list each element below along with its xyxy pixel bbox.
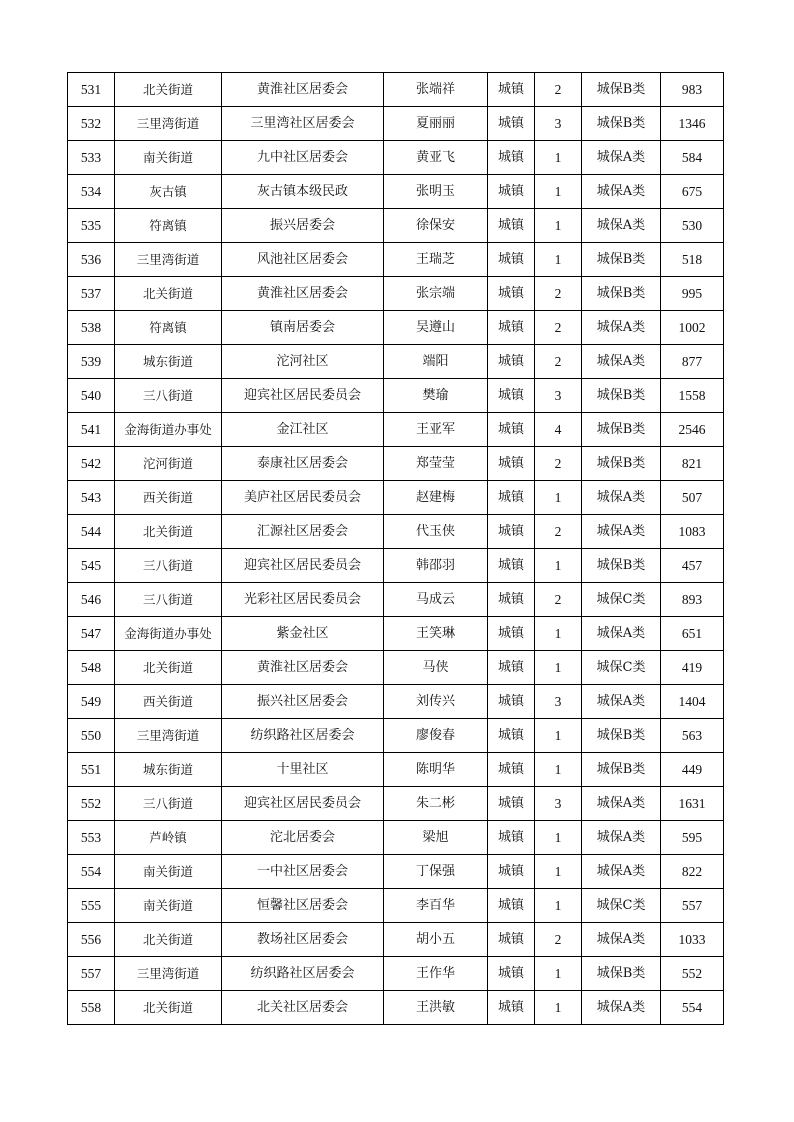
community-cell: 振兴居委会 [222, 209, 384, 243]
amount-cell: 2546 [661, 413, 724, 447]
category-cell: 城保A类 [582, 821, 661, 855]
row-number: 532 [68, 107, 115, 141]
category-cell: 城保A类 [582, 311, 661, 345]
table-row [68, 787, 724, 821]
name-cell: 丁保强 [384, 855, 488, 889]
people-count-cell: 1 [535, 889, 582, 923]
people-count-cell: 1 [535, 549, 582, 583]
table-row [68, 481, 724, 515]
community-cell: 纺织路社区居委会 [222, 719, 384, 753]
name-cell: 韩邵羽 [384, 549, 488, 583]
amount-cell: 877 [661, 345, 724, 379]
name-cell: 张宗端 [384, 277, 488, 311]
street-cell: 三八街道 [115, 379, 222, 413]
area-cell: 城镇 [488, 379, 535, 413]
street-cell: 南关街道 [115, 855, 222, 889]
community-cell: 金江社区 [222, 413, 384, 447]
amount-cell: 983 [661, 73, 724, 107]
category-cell: 城保A类 [582, 141, 661, 175]
name-cell: 夏丽丽 [384, 107, 488, 141]
community-cell: 灰古镇本级民政 [222, 175, 384, 209]
table-row [68, 549, 724, 583]
name-cell: 刘传兴 [384, 685, 488, 719]
table-row [68, 617, 724, 651]
table-row [68, 345, 724, 379]
category-cell: 城保A类 [582, 345, 661, 379]
table-row [68, 277, 724, 311]
people-count-cell: 2 [535, 73, 582, 107]
name-cell: 胡小五 [384, 923, 488, 957]
name-cell: 张端祥 [384, 73, 488, 107]
category-cell: 城保A类 [582, 685, 661, 719]
amount-cell: 1033 [661, 923, 724, 957]
roster-body [68, 73, 724, 1025]
row-number: 547 [68, 617, 115, 651]
row-number: 549 [68, 685, 115, 719]
amount-cell: 554 [661, 991, 724, 1025]
table-row [68, 311, 724, 345]
name-cell: 王亚军 [384, 413, 488, 447]
people-count-cell: 1 [535, 141, 582, 175]
row-number: 538 [68, 311, 115, 345]
community-cell: 光彩社区居民委员会 [222, 583, 384, 617]
area-cell: 城镇 [488, 719, 535, 753]
area-cell: 城镇 [488, 515, 535, 549]
category-cell: 城保A类 [582, 175, 661, 209]
table-row [68, 209, 724, 243]
name-cell: 徐保安 [384, 209, 488, 243]
category-cell: 城保B类 [582, 107, 661, 141]
area-cell: 城镇 [488, 209, 535, 243]
people-count-cell: 2 [535, 447, 582, 481]
table-row [68, 685, 724, 719]
community-cell: 镇南居委会 [222, 311, 384, 345]
name-cell: 代玉侠 [384, 515, 488, 549]
area-cell: 城镇 [488, 311, 535, 345]
community-cell: 迎宾社区居民委员会 [222, 549, 384, 583]
row-number: 540 [68, 379, 115, 413]
row-number: 536 [68, 243, 115, 277]
people-count-cell: 3 [535, 685, 582, 719]
people-count-cell: 1 [535, 957, 582, 991]
community-cell: 黄淮社区居委会 [222, 651, 384, 685]
area-cell: 城镇 [488, 753, 535, 787]
name-cell: 廖俊春 [384, 719, 488, 753]
roster-table [67, 72, 724, 1025]
amount-cell: 1558 [661, 379, 724, 413]
row-number: 553 [68, 821, 115, 855]
area-cell: 城镇 [488, 175, 535, 209]
row-number: 542 [68, 447, 115, 481]
row-number: 535 [68, 209, 115, 243]
area-cell: 城镇 [488, 243, 535, 277]
name-cell: 郑莹莹 [384, 447, 488, 481]
community-cell: 迎宾社区居民委员会 [222, 379, 384, 413]
category-cell: 城保A类 [582, 481, 661, 515]
name-cell: 朱二彬 [384, 787, 488, 821]
community-cell: 北关社区居委会 [222, 991, 384, 1025]
row-number: 558 [68, 991, 115, 1025]
area-cell: 城镇 [488, 617, 535, 651]
street-cell: 灰古镇 [115, 175, 222, 209]
amount-cell: 1346 [661, 107, 724, 141]
street-cell: 北关街道 [115, 515, 222, 549]
area-cell: 城镇 [488, 481, 535, 515]
street-cell: 南关街道 [115, 889, 222, 923]
table-row [68, 821, 724, 855]
street-cell: 三八街道 [115, 583, 222, 617]
area-cell: 城镇 [488, 957, 535, 991]
row-number: 539 [68, 345, 115, 379]
category-cell: 城保A类 [582, 991, 661, 1025]
amount-cell: 675 [661, 175, 724, 209]
name-cell: 樊瑜 [384, 379, 488, 413]
people-count-cell: 1 [535, 651, 582, 685]
category-cell: 城保A类 [582, 923, 661, 957]
people-count-cell: 3 [535, 107, 582, 141]
row-number: 537 [68, 277, 115, 311]
community-cell: 纺织路社区居委会 [222, 957, 384, 991]
area-cell: 城镇 [488, 651, 535, 685]
street-cell: 三里湾街道 [115, 719, 222, 753]
street-cell: 符离镇 [115, 209, 222, 243]
row-number: 544 [68, 515, 115, 549]
street-cell: 三里湾街道 [115, 107, 222, 141]
amount-cell: 1083 [661, 515, 724, 549]
community-cell: 黄淮社区居委会 [222, 277, 384, 311]
area-cell: 城镇 [488, 413, 535, 447]
category-cell: 城保B类 [582, 413, 661, 447]
people-count-cell: 2 [535, 583, 582, 617]
people-count-cell: 2 [535, 345, 582, 379]
street-cell: 北关街道 [115, 991, 222, 1025]
amount-cell: 584 [661, 141, 724, 175]
category-cell: 城保B类 [582, 753, 661, 787]
table-row [68, 107, 724, 141]
area-cell: 城镇 [488, 583, 535, 617]
area-cell: 城镇 [488, 855, 535, 889]
row-number: 545 [68, 549, 115, 583]
community-cell: 振兴社区居委会 [222, 685, 384, 719]
community-cell: 教场社区居委会 [222, 923, 384, 957]
name-cell: 梁旭 [384, 821, 488, 855]
table-row [68, 515, 724, 549]
area-cell: 城镇 [488, 447, 535, 481]
street-cell: 西关街道 [115, 481, 222, 515]
people-count-cell: 3 [535, 787, 582, 821]
people-count-cell: 2 [535, 923, 582, 957]
street-cell: 北关街道 [115, 73, 222, 107]
people-count-cell: 4 [535, 413, 582, 447]
community-cell: 泰康社区居委会 [222, 447, 384, 481]
area-cell: 城镇 [488, 889, 535, 923]
amount-cell: 1631 [661, 787, 724, 821]
category-cell: 城保B类 [582, 243, 661, 277]
area-cell: 城镇 [488, 277, 535, 311]
row-number: 541 [68, 413, 115, 447]
street-cell: 金海街道办事处 [115, 617, 222, 651]
street-cell: 三里湾街道 [115, 957, 222, 991]
amount-cell: 530 [661, 209, 724, 243]
name-cell: 王瑞芝 [384, 243, 488, 277]
category-cell: 城保C类 [582, 583, 661, 617]
area-cell: 城镇 [488, 923, 535, 957]
people-count-cell: 1 [535, 617, 582, 651]
amount-cell: 419 [661, 651, 724, 685]
street-cell: 北关街道 [115, 651, 222, 685]
amount-cell: 595 [661, 821, 724, 855]
area-cell: 城镇 [488, 73, 535, 107]
name-cell: 王作华 [384, 957, 488, 991]
table-row [68, 379, 724, 413]
community-cell: 九中社区居委会 [222, 141, 384, 175]
category-cell: 城保A类 [582, 515, 661, 549]
name-cell: 李百华 [384, 889, 488, 923]
category-cell: 城保A类 [582, 617, 661, 651]
community-cell: 沱北居委会 [222, 821, 384, 855]
people-count-cell: 1 [535, 175, 582, 209]
table-row [68, 413, 724, 447]
community-cell: 汇源社区居委会 [222, 515, 384, 549]
category-cell: 城保A类 [582, 787, 661, 821]
street-cell: 三八街道 [115, 549, 222, 583]
amount-cell: 893 [661, 583, 724, 617]
category-cell: 城保C类 [582, 651, 661, 685]
table-row [68, 923, 724, 957]
street-cell: 北关街道 [115, 923, 222, 957]
people-count-cell: 1 [535, 719, 582, 753]
amount-cell: 651 [661, 617, 724, 651]
row-number: 534 [68, 175, 115, 209]
people-count-cell: 1 [535, 821, 582, 855]
category-cell: 城保C类 [582, 889, 661, 923]
community-cell: 三里湾社区居委会 [222, 107, 384, 141]
table-row [68, 719, 724, 753]
area-cell: 城镇 [488, 685, 535, 719]
street-cell: 沱河街道 [115, 447, 222, 481]
category-cell: 城保A类 [582, 855, 661, 889]
area-cell: 城镇 [488, 345, 535, 379]
name-cell: 马成云 [384, 583, 488, 617]
table-row [68, 243, 724, 277]
area-cell: 城镇 [488, 821, 535, 855]
people-count-cell: 1 [535, 855, 582, 889]
people-count-cell: 2 [535, 515, 582, 549]
name-cell: 陈明华 [384, 753, 488, 787]
row-number: 557 [68, 957, 115, 991]
people-count-cell: 1 [535, 209, 582, 243]
street-cell: 南关街道 [115, 141, 222, 175]
street-cell: 三八街道 [115, 787, 222, 821]
street-cell: 北关街道 [115, 277, 222, 311]
table-row [68, 753, 724, 787]
row-number: 543 [68, 481, 115, 515]
table-row [68, 957, 724, 991]
row-number: 552 [68, 787, 115, 821]
row-number: 555 [68, 889, 115, 923]
name-cell: 王洪敏 [384, 991, 488, 1025]
amount-cell: 552 [661, 957, 724, 991]
name-cell: 吴遵山 [384, 311, 488, 345]
people-count-cell: 1 [535, 991, 582, 1025]
category-cell: 城保B类 [582, 73, 661, 107]
table-row [68, 447, 724, 481]
amount-cell: 457 [661, 549, 724, 583]
category-cell: 城保B类 [582, 549, 661, 583]
area-cell: 城镇 [488, 141, 535, 175]
name-cell: 张明玉 [384, 175, 488, 209]
name-cell: 端阳 [384, 345, 488, 379]
community-cell: 迎宾社区居民委员会 [222, 787, 384, 821]
community-cell: 黄淮社区居委会 [222, 73, 384, 107]
people-count-cell: 2 [535, 277, 582, 311]
table-row [68, 583, 724, 617]
street-cell: 城东街道 [115, 753, 222, 787]
amount-cell: 507 [661, 481, 724, 515]
category-cell: 城保B类 [582, 379, 661, 413]
community-cell: 恒馨社区居委会 [222, 889, 384, 923]
table-row [68, 141, 724, 175]
row-number: 551 [68, 753, 115, 787]
table-row [68, 855, 724, 889]
community-cell: 十里社区 [222, 753, 384, 787]
street-cell: 西关街道 [115, 685, 222, 719]
category-cell: 城保A类 [582, 209, 661, 243]
amount-cell: 449 [661, 753, 724, 787]
category-cell: 城保B类 [582, 447, 661, 481]
category-cell: 城保B类 [582, 277, 661, 311]
community-cell: 风池社区居委会 [222, 243, 384, 277]
row-number: 550 [68, 719, 115, 753]
people-count-cell: 1 [535, 753, 582, 787]
category-cell: 城保B类 [582, 957, 661, 991]
amount-cell: 1002 [661, 311, 724, 345]
row-number: 556 [68, 923, 115, 957]
table-row [68, 73, 724, 107]
people-count-cell: 1 [535, 481, 582, 515]
name-cell: 赵建梅 [384, 481, 488, 515]
street-cell: 芦岭镇 [115, 821, 222, 855]
area-cell: 城镇 [488, 787, 535, 821]
people-count-cell: 3 [535, 379, 582, 413]
street-cell: 三里湾街道 [115, 243, 222, 277]
street-cell: 金海街道办事处 [115, 413, 222, 447]
amount-cell: 563 [661, 719, 724, 753]
row-number: 533 [68, 141, 115, 175]
people-count-cell: 2 [535, 311, 582, 345]
name-cell: 黄亚飞 [384, 141, 488, 175]
area-cell: 城镇 [488, 991, 535, 1025]
community-cell: 沱河社区 [222, 345, 384, 379]
name-cell: 王笑琳 [384, 617, 488, 651]
row-number: 546 [68, 583, 115, 617]
row-number: 531 [68, 73, 115, 107]
people-count-cell: 1 [535, 243, 582, 277]
amount-cell: 1404 [661, 685, 724, 719]
table-row [68, 889, 724, 923]
row-number: 554 [68, 855, 115, 889]
street-cell: 城东街道 [115, 345, 222, 379]
table-row [68, 991, 724, 1025]
table-row [68, 651, 724, 685]
area-cell: 城镇 [488, 107, 535, 141]
amount-cell: 821 [661, 447, 724, 481]
name-cell: 马侠 [384, 651, 488, 685]
area-cell: 城镇 [488, 549, 535, 583]
street-cell: 符离镇 [115, 311, 222, 345]
community-cell: 紫金社区 [222, 617, 384, 651]
amount-cell: 518 [661, 243, 724, 277]
category-cell: 城保B类 [582, 719, 661, 753]
amount-cell: 822 [661, 855, 724, 889]
table-row [68, 175, 724, 209]
amount-cell: 995 [661, 277, 724, 311]
row-number: 548 [68, 651, 115, 685]
community-cell: 一中社区居委会 [222, 855, 384, 889]
community-cell: 美庐社区居民委员会 [222, 481, 384, 515]
amount-cell: 557 [661, 889, 724, 923]
